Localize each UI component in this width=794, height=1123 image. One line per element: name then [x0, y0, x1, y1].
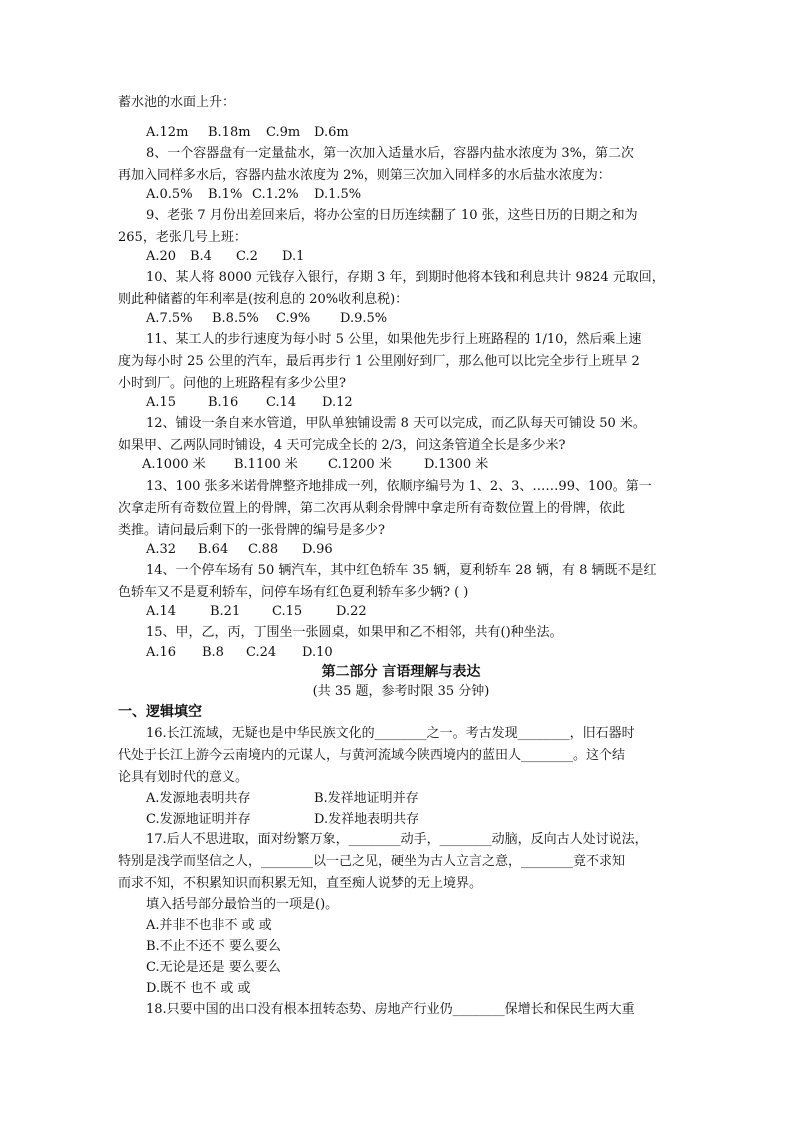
text-line: 度为每小时 25 公里的汽车，最后再步行 1 公里刚好到厂，那么他可以比完全步行上班早 2	[118, 354, 640, 369]
option: D.1.5%	[314, 187, 362, 202]
option: C.14	[266, 395, 297, 410]
option: C.24	[246, 645, 277, 660]
text-line: 小时到厂。问他的上班路程有多少公里?	[118, 376, 346, 391]
option: B.21	[210, 604, 241, 619]
option: B.发祥地证明并存	[314, 791, 419, 806]
option: B.16	[208, 395, 239, 410]
option: A.15	[146, 395, 177, 410]
text-line: 17.后人不思进取，面对纷繁万象，________动手，________动脑，反向古人处讨说法，	[146, 832, 648, 847]
option: C.9%	[276, 311, 311, 326]
text-line: 代处于长江上游今云南境内的元谋人，与黄河流域今陕西境内的蓝田人________。这个结	[118, 748, 626, 763]
options-q9	[146, 248, 304, 265]
text-line: 而求不知，不积累知识而积累无知，直至痴人说梦的无上境界。	[118, 876, 483, 891]
option: A.20	[146, 249, 177, 264]
text-line: 类推。请问最后剩下的一张骨牌的编号是多少?	[118, 523, 385, 538]
text-line: 14、一个停车场有 50 辆汽车，其中红色轿车 35 辆，夏利轿车 28 辆，有 8 辆既不是红	[146, 563, 657, 578]
option: B.8	[202, 645, 224, 660]
option: A.16	[146, 645, 177, 660]
option: D.1300 米	[424, 457, 489, 472]
subsection-heading: 一、逻辑填空	[118, 704, 202, 720]
option: C.88	[248, 542, 279, 557]
option: D.22	[336, 604, 367, 619]
option: B.64	[198, 542, 229, 557]
options-q11	[146, 394, 353, 411]
text-line: 色轿车又不是夏利轿车，问停车场有红色夏利轿车多少辆? ( )	[118, 585, 469, 600]
option: C.发源地证明并存	[146, 812, 251, 827]
text-line: 则此种储蓄的年利率是(按利息的 20%收利息税)：	[118, 292, 409, 307]
text-line: 如果甲、乙两队同时铺设，4 天可完成全长的 2/3，问这条管道全长是多少米?	[118, 438, 566, 453]
choice-line: D.既不 也不 或 或	[146, 981, 251, 996]
option: D.10	[302, 645, 333, 660]
text-line: 15、甲，乙，丙，丁围坐一张圆桌，如果甲和乙不相邻，共有()种坐法。	[146, 625, 563, 640]
text-line: 9、老张 7 月份出差回来后，将办公室的日历连续翻了 10 张，这些日历的日期之和为	[146, 208, 638, 223]
text-line: 13、100 张多米诺骨牌整齐地排成一列，依顺序编号为 1、2、3、……99、100。第一	[146, 479, 652, 494]
choice-line: A.并非不也非不 或 或	[146, 918, 272, 933]
option: C.2	[236, 249, 258, 264]
text-line: 11、某工人的步行速度为每小时 5 公里，如果他先步行上班路程的 1/10，然后乘上速	[146, 332, 642, 347]
options-q15	[146, 644, 333, 661]
text-line: 再加入同样多水后，容器内盐水浓度为 2%，则第三次加入同样多的水后盐水浓度为：	[118, 168, 611, 183]
options-q16-row1	[146, 790, 419, 807]
option: A.7.5%	[146, 311, 193, 326]
choice-line: B.不止不还不 要么要么	[146, 939, 281, 954]
text-line: 10、某人将 8000 元钱存入银行，存期 3 年，到期时他将本钱和利息共计 9824 元取回，	[146, 270, 665, 285]
options-q13	[146, 541, 333, 558]
text-line: 12、铺设一条自来水管道，甲队单独铺设需 8 天可以完成，而乙队每天可铺设 50 米。	[146, 416, 646, 431]
text-line: 填入括号部分最恰当的一项是()。	[146, 897, 339, 912]
options-q14	[146, 603, 367, 620]
option: D.96	[302, 542, 333, 557]
option: B.8.5%	[212, 311, 259, 326]
option: D.6m	[314, 125, 349, 140]
option: A.12m	[146, 125, 189, 140]
text-line: 论具有划时代的意义。	[118, 770, 249, 785]
text-line: 次拿走所有奇数位置上的骨牌，第二次再从剩余骨牌中拿走所有奇数位置上的骨牌，依此	[118, 501, 626, 516]
option: C.9m	[266, 125, 301, 140]
section-title: 第二部分 言语理解与表达	[321, 664, 481, 680]
option: B.4	[190, 249, 212, 264]
options-q16-row2	[146, 811, 419, 828]
options-q7	[146, 124, 349, 141]
option: D.12	[322, 395, 353, 410]
options-q10	[146, 310, 387, 327]
option: C.1.2%	[252, 187, 299, 202]
option: B.18m	[208, 125, 251, 140]
text-line: 特别是浅学而坚信之人，________以一己之见，硬坐为古人立言之意，________竟不求知	[118, 854, 626, 869]
option: B.1%	[208, 187, 243, 202]
option: A.发源地表明共存	[146, 791, 251, 806]
option: C.1200 米	[328, 457, 392, 472]
option: A.1000 米	[142, 457, 206, 472]
option: A.14	[146, 604, 177, 619]
options-q12	[142, 456, 488, 473]
text-line: 265，老张几号上班：	[118, 230, 247, 245]
option: D.发祥地表明共存	[314, 812, 420, 827]
text-line: 8、一个容器盘有一定量盐水，第一次加入适量水后，容器内盐水浓度为 3%，第二次	[146, 146, 635, 161]
option: D.1	[282, 249, 305, 264]
option: C.15	[272, 604, 303, 619]
text-line: 16.长江流域，无疑也是中华民族文化的________之一。考古发现________，旧石器时	[146, 726, 635, 741]
option: A.32	[146, 542, 177, 557]
option: B.1100 米	[234, 457, 298, 472]
text-line: 蓄水池的水面上升：	[118, 95, 236, 110]
section-subtitle: (共 35 题，参考时限 35 分钟)	[312, 684, 490, 699]
options-q8	[146, 186, 361, 203]
text-line: 18.只要中国的出口没有根本扭转态势、房地产行业仍________保增长和保民生两大重	[146, 1002, 635, 1017]
option: A.0.5%	[146, 187, 193, 202]
choice-line: C.无论是还是 要么要么	[146, 960, 281, 975]
option: D.9.5%	[340, 311, 388, 326]
